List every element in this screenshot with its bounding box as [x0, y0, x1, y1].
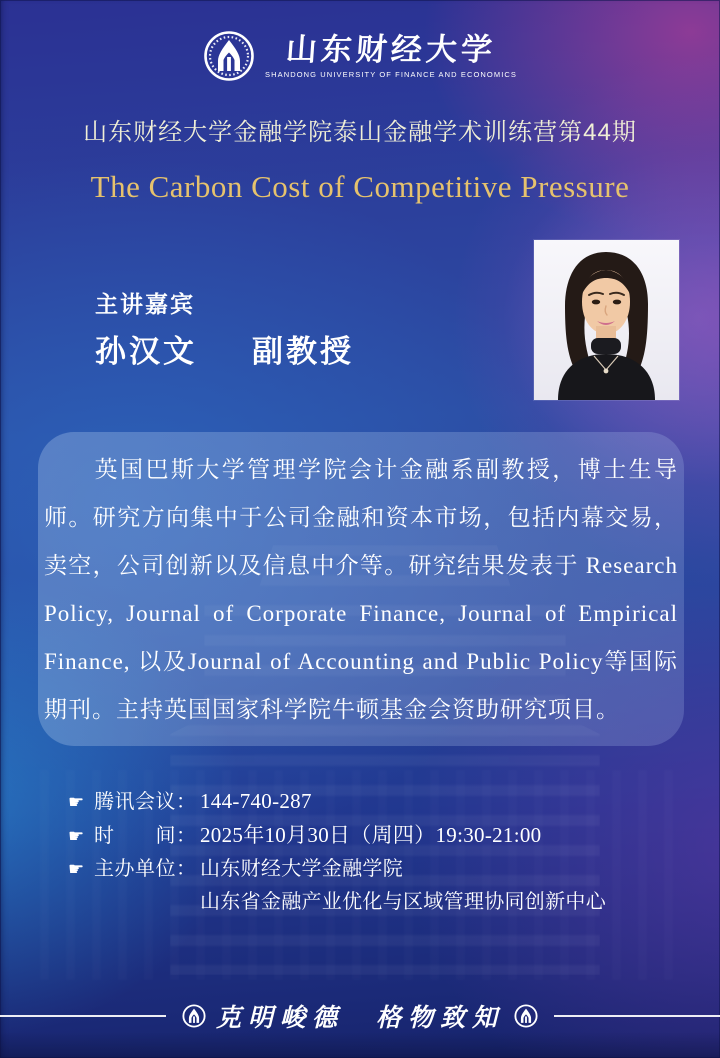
seal-icon: [514, 1004, 538, 1028]
pointing-hand-icon: ☛: [68, 792, 85, 812]
university-name-cn: 山东财经大学: [284, 32, 498, 68]
meeting-id-value: 144-740-287: [200, 789, 312, 813]
speaker-academic-title: 副教授: [252, 334, 354, 369]
speaker-photo: [534, 240, 679, 400]
motto-core: [182, 998, 538, 1034]
university-name: [265, 33, 517, 79]
footer-motto-row: [0, 998, 720, 1034]
university-logo: [0, 30, 720, 82]
pointing-hand-icon: ☛: [68, 826, 85, 846]
meeting-id-row: [68, 786, 606, 818]
organizer-value: 山东财经大学金融学院: [200, 858, 403, 880]
motto-text: 克明峻德 格物致知: [216, 1003, 505, 1032]
meeting-id-label: 腾讯会议：: [94, 791, 197, 813]
speaker-bio-card: [38, 432, 684, 746]
pointing-hand-icon: ☛: [68, 859, 85, 879]
program-series-line: 山东财经大学金融学院泰山金融学术训练营第44期: [83, 119, 637, 146]
organizer-value-2: 山东省金融产业优化与区域管理协同创新中心: [200, 891, 606, 913]
time-row: [68, 820, 606, 852]
speaker-label: 主讲嘉宾: [95, 291, 195, 317]
speaker-portrait-illustration: [534, 240, 679, 400]
organizer-row: [68, 854, 606, 885]
lecture-title: The Carbon Cost of Competitive Pressure: [90, 169, 630, 204]
motto-divider-left: [0, 1015, 166, 1017]
motto-divider-right: [554, 1015, 720, 1017]
time-label: 时 间：: [94, 825, 197, 847]
speaker-bio-text: 英国巴斯大学管理学院会计金融系副教授，博士生导师。研究方向集中于公司金融和资本市场，包括内幕交易，卖空，公司创新以及信息中介等。研究结果发表于 Research Policy, Journal of Corporate Finance, Journal of Empirical Finance, 以及Journal of Accounting and Public Policy等国际期刊。主持英国国家科学院牛顿基金会资助研究项目。: [44, 457, 678, 722]
organizer-label: 主办单位：: [94, 858, 197, 880]
speaker-name: 孙汉文: [95, 334, 197, 369]
event-info-block: [68, 786, 606, 920]
time-value: 2025年10月30日（周四）19:30-21:00: [200, 823, 542, 847]
speaker-name-row: [95, 326, 354, 371]
seal-icon: [182, 1004, 206, 1028]
university-name-en: SHANDONG UNIVERSITY OF FINANCE AND ECONOMICS: [264, 70, 518, 79]
university-seal-icon: [203, 30, 255, 82]
organizer-row-2: [68, 887, 606, 918]
